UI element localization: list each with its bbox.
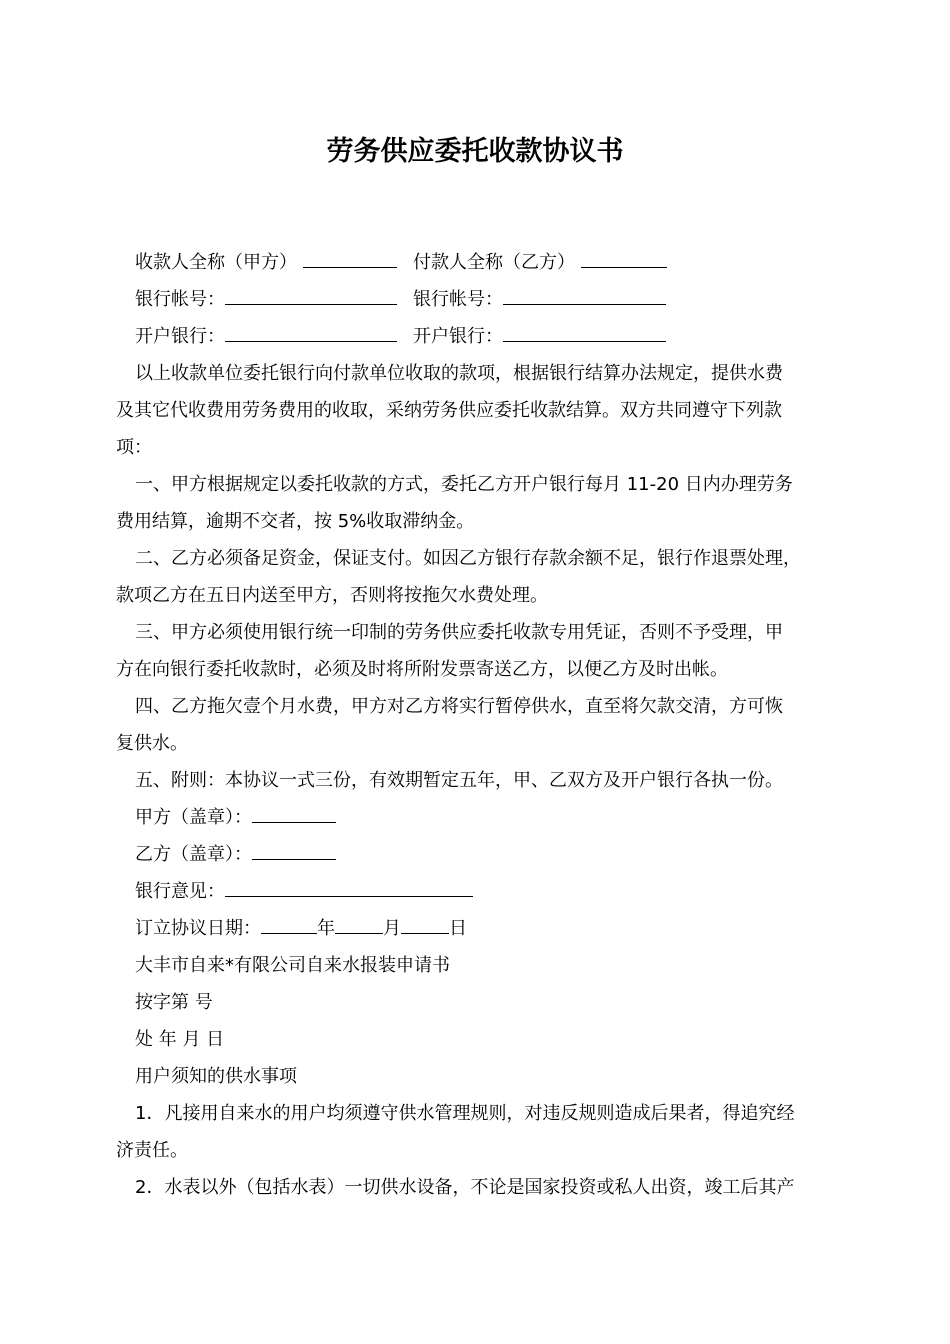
notice-item-2-line-1: 2．水表以外（包括水表）一切供水设备，不论是国家投资或私人出资，竣工后其产 <box>135 1177 795 1198</box>
bank-opinion-row <box>116 873 840 910</box>
appendix-heading: 大丰市自来*有限公司自来水报装申请书 <box>135 955 450 976</box>
intro-line-1: 以上收款单位委托银行向付款单位收取的款项，根据银行结算办法规定，提供水费 <box>135 363 783 384</box>
clause-2-line-1: 二、乙方必须备足资金，保证支付。如因乙方银行存款余额不足，银行作退票处理， <box>135 548 801 569</box>
payee-name-label: 收款人全称（甲方） <box>135 252 297 273</box>
bank-account-field-b <box>413 281 666 318</box>
clause-3-line-2: 方在向银行委托收款时，必须及时将所附发票寄送乙方，以便乙方及时出帐。 <box>116 659 728 680</box>
party-a-seal-row <box>116 799 840 836</box>
bank-open-row <box>116 318 840 355</box>
agreement-date-label: 订立协议日期： <box>135 918 261 939</box>
clause-2-line-2: 款项乙方在五日内送至甲方，否则将按拖欠水费处理。 <box>116 585 548 606</box>
notice-heading: 用户须知的供水事项 <box>135 1066 297 1087</box>
bank-open-field-a <box>135 318 413 355</box>
document-body <box>116 244 840 1206</box>
bank-account-blank-a <box>225 286 397 305</box>
bank-open-field-b <box>413 318 666 355</box>
application-number-line: 按字第 号 <box>135 992 213 1013</box>
payee-field <box>135 244 413 281</box>
party-b-seal-row <box>116 836 840 873</box>
document-title: 劳务供应委托收款协议书 <box>326 136 624 167</box>
party-b-seal-blank <box>252 841 336 860</box>
clause-4-line-2: 复供水。 <box>116 733 188 754</box>
day-blank <box>401 915 449 934</box>
clause-3-line-1: 三、甲方必须使用银行统一印制的劳务供应委托收款专用凭证，否则不予受理，甲 <box>135 622 783 643</box>
payer-name-label: 付款人全称（乙方） <box>413 252 575 273</box>
year-label: 年 <box>317 918 335 939</box>
day-label: 日 <box>449 918 467 939</box>
party-b-seal-label: 乙方（盖章）： <box>135 844 252 865</box>
bank-open-blank-a <box>225 323 397 342</box>
bank-open-label-b: 开户银行： <box>413 326 503 347</box>
clause-1-line-1: 一、甲方根据规定以委托收款的方式，委托乙方开户银行每月 11-20 日内办理劳务 <box>135 474 793 495</box>
party-a-seal-blank <box>252 804 336 823</box>
bank-account-row <box>116 281 840 318</box>
bank-opinion-blank <box>225 878 473 897</box>
agreement-date-row <box>116 910 840 947</box>
bank-account-blank-b <box>503 286 666 305</box>
party-a-seal-label: 甲方（盖章）： <box>135 807 252 828</box>
notice-item-1-line-2: 济责任。 <box>116 1140 188 1161</box>
office-date-line: 处 年 月 日 <box>135 1029 225 1050</box>
notice-item-1-line-1: 1．凡接用自来水的用户均须遵守供水管理规则，对违反规则造成后果者，得追究经 <box>135 1103 795 1124</box>
bank-open-label-a: 开户银行： <box>135 326 225 347</box>
month-label: 月 <box>383 918 401 939</box>
payee-name-blank <box>303 249 397 268</box>
bank-account-label-b: 银行帐号： <box>413 289 503 310</box>
clause-4-line-1: 四、乙方拖欠壹个月水费，甲方对乙方将实行暂停供水，直至将欠款交清，方可恢 <box>135 696 783 717</box>
payee-payer-row <box>116 244 840 281</box>
intro-line-2: 及其它代收费用劳务费用的收取，采纳劳务供应委托收款结算。双方共同遵守下列款 <box>116 400 782 421</box>
bank-open-blank-b <box>503 323 666 342</box>
clause-1-line-2: 费用结算，逾期不交者，按 5%收取滞纳金。 <box>116 511 475 532</box>
intro-line-3: 项： <box>116 437 152 458</box>
bank-account-field-a <box>135 281 413 318</box>
bank-opinion-label: 银行意见： <box>135 881 225 902</box>
payer-name-blank <box>581 249 667 268</box>
month-blank <box>335 915 383 934</box>
payer-field <box>413 244 667 281</box>
clause-5: 五、附则：本协议一式三份，有效期暂定五年，甲、乙双方及开户银行各执一份。 <box>135 770 783 791</box>
bank-account-label-a: 银行帐号： <box>135 289 225 310</box>
year-blank <box>261 915 317 934</box>
